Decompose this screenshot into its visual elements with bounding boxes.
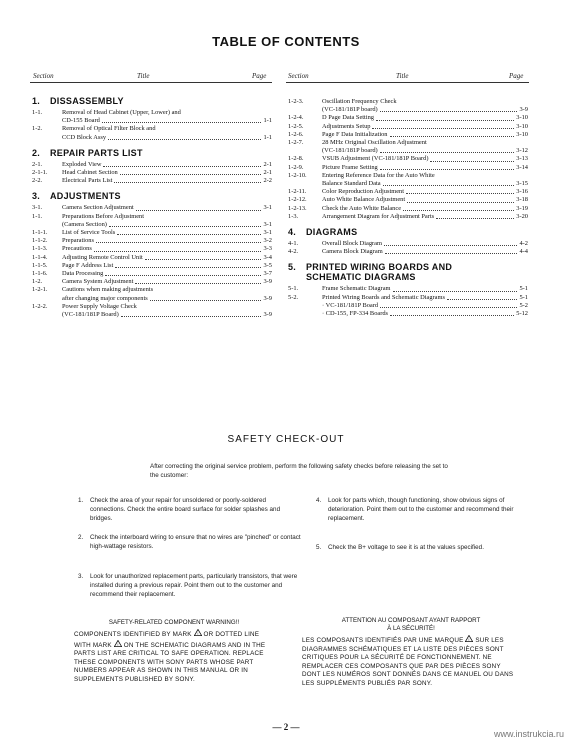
safety-item: 2. Check the interboard wiring to ensure that no wires are "pinched" or contact high-wattage resistors. xyxy=(78,534,301,550)
toc-entry xyxy=(32,254,272,262)
toc-entry-page: 3-12 xyxy=(516,147,528,155)
toc-dot-leader xyxy=(136,210,262,211)
toc-entry-page: 5-12 xyxy=(516,310,528,318)
safety-warning-icon xyxy=(465,635,473,646)
toc-entry-title: Printed Wiring Boards and Schematic Diagrams xyxy=(322,293,445,301)
toc-entry-number: 1-2-10. xyxy=(288,171,307,179)
toc-entry-number: 1-2-6. xyxy=(288,130,304,138)
watermark: www.instrukcia.ru xyxy=(493,729,564,739)
toc-entry xyxy=(32,278,272,286)
toc-entry-page: 3-1 xyxy=(263,229,272,237)
toc-dot-leader xyxy=(385,253,518,254)
toc-entry-number: 2-2. xyxy=(32,177,43,185)
safety-title: SAFETY CHECK-OUT xyxy=(227,434,345,445)
toc-entry xyxy=(288,172,528,180)
svg-text:!: ! xyxy=(468,637,471,642)
col-header-section-right: Section xyxy=(288,72,309,80)
toc-entry xyxy=(288,205,528,213)
toc-entry-title: Preparations Before Adjustment xyxy=(62,212,144,220)
toc-dot-leader xyxy=(105,275,261,276)
toc-entry-title: Entering Reference Data for the Auto White xyxy=(322,171,435,179)
toc-entry-title: Color Reproduction Adjustment xyxy=(322,188,405,196)
toc-dot-leader xyxy=(380,111,518,112)
toc-entry-title: Camera System Adjustment xyxy=(62,278,134,286)
col-header-page-right: Page xyxy=(509,72,524,80)
toc-entry-title: Adjusting Remote Control Unit xyxy=(62,253,143,261)
toc-entry-title: VSUB Adjustment (VC-181/181P Board) xyxy=(322,155,429,163)
toc-entry-page: 4-4 xyxy=(519,248,528,256)
toc-entry-page: 3-1 xyxy=(263,220,272,228)
toc-entry-number: 1-2-8. xyxy=(288,155,304,163)
toc-entry-number: 1-2-7. xyxy=(288,139,304,147)
toc-entry xyxy=(32,117,272,125)
safety-item: 3. Look for unauthorized replacement parts, particularly transistors, that were installed during a previous repair. Point them out to the customer and recommend their replacement. xyxy=(78,573,298,598)
toc-entry xyxy=(32,125,272,133)
toc-entry-number: 1-2-13. xyxy=(288,204,307,212)
toc-entry-number: 1-1-3. xyxy=(32,245,48,253)
toc-entry-title: CD-155 Board xyxy=(62,117,100,125)
col-header-title-right: Title xyxy=(396,72,409,80)
header-rule-right xyxy=(286,82,529,83)
toc-entry-page: 5-1 xyxy=(519,293,528,301)
toc-entry-page: 3-14 xyxy=(516,163,528,171)
toc-entry xyxy=(288,294,528,302)
toc-dot-leader xyxy=(145,259,262,260)
svg-text:!: ! xyxy=(117,641,119,647)
toc-section-heading-cont: SCHEMATIC DIAGRAMS xyxy=(306,272,416,283)
toc-entry xyxy=(288,164,528,172)
toc-entry xyxy=(288,180,528,188)
toc-entry-title: Arrangement Diagram for Adjustment Parts xyxy=(322,212,435,220)
toc-entry-number: 4-2. xyxy=(288,248,299,256)
toc-section-heading: 5. PRINTED WIRING BOARDS AND xyxy=(288,262,453,273)
toc-dot-leader xyxy=(121,316,262,317)
toc-entry-title: Check the Auto White Balance xyxy=(322,204,402,212)
toc-section-heading: 3. ADJUSTMENTS xyxy=(32,191,121,202)
warning-english-body: COMPONENTS IDENTIFIED BY MARK ! OR DOTTED LINE WITH MARK ! ON THE SCHEMATIC DIAGRAMS AND IN THE PARTS LIST ARE CRITICAL TO SAFE OPERATION. REPLACE THESE COMPONENTS WITH SONY PARTS WHOSE PART NUMBERS APPEAR AS SHOWN IN THIS MANUAL OR IN SUPPLEMENTS PUBLISHED BY SONY. xyxy=(74,631,266,683)
safety-item: 1. Check the area of your repair for unsoldered or poorly-soldered connections. Check the entire board surface for solder splashes and bridges. xyxy=(78,497,281,522)
toc-entry-number: 1-2-9. xyxy=(288,163,304,171)
toc-dot-leader xyxy=(115,267,261,268)
toc-entry-page: 3-9 xyxy=(263,311,272,319)
toc-entry xyxy=(32,221,272,229)
toc-entry xyxy=(288,98,528,106)
toc-entry-page: 3-5 xyxy=(263,261,272,269)
warning-french-body: LES COMPOSANTS IDENTIFIÉS PAR UNE MARQUE ! SUR LES DIAGRAMMES SCHÉMATIQUES ET LA LISTE DES PIÈCES SONT CRITIQUES POUR LA SÉCURITÉ DE FONCTIONNEMENT. NE REMPLACER CES COMPOSANTS QUE PAR DES PIÈCES SONY DONT LES NUMÉROS SONT DONNÉS DANS CE MANUEL OU DANS LES SUPPLÉMENTS PUBLIÉS PAR SONY. xyxy=(302,637,514,687)
toc-entry-title: Auto White Balance Adjustment xyxy=(322,196,406,204)
toc-entry xyxy=(288,285,528,293)
toc-dot-leader xyxy=(380,152,515,153)
toc-entry-number: 1-1. xyxy=(32,109,43,116)
toc-entry-number: 1-2-4. xyxy=(288,114,304,122)
toc-entry-number: 2-1. xyxy=(32,160,43,168)
toc-entry-title: Overall Block Diagram xyxy=(322,240,382,248)
toc-entry-number: 1-2-5. xyxy=(288,122,304,130)
toc-entry xyxy=(32,295,272,303)
toc-entry-title: Electrical Parts List xyxy=(62,177,113,185)
toc-entry-page: 3-3 xyxy=(263,245,272,253)
toc-entry xyxy=(32,213,272,221)
toc-entry-page: 5-1 xyxy=(519,285,528,293)
toc-entry-page: 3-10 xyxy=(516,114,528,122)
warning-french-title: ATTENTION AU COMPOSANT AYANT RAPPORT xyxy=(341,617,481,624)
toc-entry-page: 2-2 xyxy=(263,177,272,185)
safety-intro: After correcting the original service problem, perform the following safety checks before releasing the set to the customer: xyxy=(150,463,448,479)
page-title: TABLE OF CONTENTS xyxy=(212,34,360,49)
toc-section-heading: 4. DIAGRAMS xyxy=(288,227,358,238)
toc-entry-title: 28 MHz Original Oscillation Adjustment xyxy=(322,139,427,147)
warning-french-title2: À LA SÉCURITÉ! xyxy=(387,625,435,632)
toc-entry-page: 3-4 xyxy=(263,253,272,261)
toc-entry-number: 1-2-12. xyxy=(288,196,307,204)
toc-entry-page: 3-13 xyxy=(516,155,528,163)
toc-entry-title: Camera Block Diagram xyxy=(322,248,383,256)
toc-dot-leader xyxy=(103,166,261,167)
toc-entry xyxy=(288,310,528,318)
toc-entry-number: 1-1-6. xyxy=(32,270,48,278)
safety-warning-icon xyxy=(114,640,122,651)
toc-entry-page: 2-1 xyxy=(263,160,272,168)
toc-dot-leader xyxy=(109,226,262,227)
warning-english xyxy=(74,619,274,685)
toc-entry xyxy=(32,311,272,319)
toc-entry-number: 1-1-5. xyxy=(32,261,48,269)
toc-entry-page: 3-19 xyxy=(516,204,528,212)
toc-entry-page: 3-1 xyxy=(263,204,272,212)
toc-entry-page: 3-9 xyxy=(263,278,272,286)
toc-entry-number: 3-1. xyxy=(32,204,43,212)
safety-item: 4. Look for parts which, though functioning, show obvious signs of deterioration. Point them out to the customer and recommend their replacement. xyxy=(316,497,514,522)
toc-entry-title: (VC-181/181P Board) xyxy=(62,311,119,319)
toc-entry-title: Precautions xyxy=(62,245,92,253)
toc-entry xyxy=(288,147,528,155)
toc-dot-leader xyxy=(94,251,262,252)
toc-section-heading: 1. DISSASSEMBLY xyxy=(32,96,124,106)
toc-entry xyxy=(32,109,272,117)
toc-entry-page: 4-2 xyxy=(519,240,528,248)
toc-entry-number: 1-2-11. xyxy=(288,188,307,196)
toc-entry-title: after changing major components xyxy=(62,294,148,302)
toc-entry-title: Cautions when making adjustments xyxy=(62,286,154,294)
toc-entry-title: Removal of Head Cabinet (Upper, Lower) and xyxy=(62,109,181,116)
toc-entry-number: 1-2. xyxy=(32,125,43,133)
col-header-page-left: Page xyxy=(252,72,267,80)
toc-entry-page: 1-1 xyxy=(263,133,272,141)
toc-entry-number: 5-2. xyxy=(288,293,299,301)
toc-entry-page: 3-10 xyxy=(516,122,528,130)
toc-entry-page: 3-15 xyxy=(516,180,528,188)
toc-entry xyxy=(32,177,272,185)
toc-entry-title: Preparations xyxy=(62,237,94,245)
col-header-title-left: Title xyxy=(137,72,150,80)
toc-entry xyxy=(288,131,528,139)
toc-entry-number: 1-1-2. xyxy=(32,237,48,245)
toc-entry-number: 1-1. xyxy=(32,212,43,220)
svg-text:!: ! xyxy=(196,631,199,636)
toc-entry-title: (VC-181/181P board) xyxy=(322,106,378,114)
toc-entry xyxy=(288,196,528,204)
toc-entry-title: D Page Data Setting xyxy=(322,114,375,122)
toc-dot-leader xyxy=(114,182,261,183)
toc-entry-title: Removal of Optical Filter Block and xyxy=(62,125,156,133)
toc-section-heading: 2. REPAIR PARTS LIST xyxy=(32,147,143,158)
toc-entry-title: Picture Frame Setting xyxy=(322,163,378,171)
toc-entry-title: (VC-181/181P board) xyxy=(322,147,378,155)
toc-entry xyxy=(288,240,528,248)
toc-entry-number: 1-1-4. xyxy=(32,253,48,261)
toc-dot-leader xyxy=(102,122,262,123)
toc-entry-page: 1-1 xyxy=(263,117,272,125)
col-header-section-left: Section xyxy=(33,72,54,80)
toc-right-column xyxy=(288,98,528,318)
warning-french xyxy=(302,617,520,689)
toc-dot-leader xyxy=(390,136,515,137)
toc-entry-title: CCD Block Assy xyxy=(62,133,107,141)
toc-entry-page: 3-7 xyxy=(263,270,272,278)
toc-entry xyxy=(32,245,272,253)
toc-dot-leader xyxy=(150,300,262,301)
toc-entry-number: 2-1-1. xyxy=(32,169,48,177)
toc-dot-leader xyxy=(436,218,514,219)
toc-dot-leader xyxy=(403,210,514,211)
toc-entry-title: (Camera Section) xyxy=(62,220,107,228)
toc-entry-page: 3-10 xyxy=(516,130,528,138)
toc-entry xyxy=(288,213,528,221)
toc-dot-leader xyxy=(380,307,517,308)
toc-entry-page: 2-1 xyxy=(263,169,272,177)
toc-dot-leader xyxy=(383,185,515,186)
toc-entry-title: · CD-155, FP-334 Boards xyxy=(322,310,389,318)
toc-entry xyxy=(32,270,272,278)
toc-entry xyxy=(32,169,272,177)
toc-entry-number: 4-1. xyxy=(288,240,299,248)
toc-dot-leader xyxy=(380,169,515,170)
toc-dot-leader xyxy=(390,315,514,316)
toc-entry xyxy=(32,204,272,212)
toc-left-column xyxy=(32,96,272,319)
page-number: — 2 — xyxy=(272,722,300,732)
toc-entry-number: 1-2-3. xyxy=(288,98,304,105)
toc-entry-number: 5-1. xyxy=(288,285,299,293)
toc-entry-title: Camera Section Adjustment xyxy=(62,204,134,212)
toc-entry xyxy=(32,161,272,169)
toc-entry xyxy=(288,114,528,122)
toc-dot-leader xyxy=(96,242,262,243)
header-rule-left xyxy=(30,82,272,83)
toc-dot-leader xyxy=(120,174,262,175)
toc-entry-number: 1-2. xyxy=(32,278,43,286)
toc-dot-leader xyxy=(117,234,261,235)
toc-entry xyxy=(32,286,272,294)
toc-entry-title: Adjustments Setup xyxy=(322,122,371,130)
toc-entry-page: 3-20 xyxy=(516,212,528,220)
toc-dot-leader xyxy=(407,202,514,203)
toc-entry-number: 1-1-1. xyxy=(32,229,48,237)
toc-dot-leader xyxy=(393,291,518,292)
toc-entry xyxy=(288,188,528,196)
toc-entry xyxy=(288,106,528,114)
toc-dot-leader xyxy=(135,283,261,284)
toc-entry-title: Data Processing xyxy=(62,270,104,278)
toc-entry xyxy=(288,155,528,163)
toc-entry-title: Exploded View xyxy=(62,160,102,168)
toc-entry xyxy=(288,123,528,131)
toc-entry-page: 3-9 xyxy=(263,294,272,302)
toc-entry-number: 1-2-1. xyxy=(32,286,48,294)
toc-entry-page: 3-16 xyxy=(516,188,528,196)
toc-entry xyxy=(32,303,272,311)
toc-entry-title: Power Supply Voltage Check xyxy=(62,302,137,310)
toc-entry-title: Head Cabinet Section xyxy=(62,169,118,177)
toc-entry-page: 3-18 xyxy=(516,196,528,204)
toc-entry-page: 3-9 xyxy=(519,106,528,114)
safety-warning-icon xyxy=(194,629,202,640)
toc-entry xyxy=(32,262,272,270)
toc-entry xyxy=(32,237,272,245)
toc-entry xyxy=(288,302,528,310)
safety-item: 5. Check the B+ voltage to see it is at the values specified. xyxy=(316,544,484,551)
toc-dot-leader xyxy=(447,299,517,300)
toc-entry-number: 1-2-2. xyxy=(32,302,48,310)
warning-english-title: SAFETY-RELATED COMPONENT WARNING!! xyxy=(108,619,240,626)
toc-entry xyxy=(288,139,528,147)
toc-entry-title: List of Service Tools xyxy=(62,229,116,237)
toc-entry-title: Page F Data Initialization xyxy=(322,130,388,138)
toc-entry-title: Page F Address List xyxy=(62,261,114,269)
toc-entry-title: Balance Standard Data xyxy=(322,180,381,188)
toc-entry-title: Oscillation Frequency Check xyxy=(322,98,397,105)
toc-entry xyxy=(32,134,272,142)
toc-dot-leader xyxy=(376,120,514,121)
toc-dot-leader xyxy=(108,139,261,140)
toc-dot-leader xyxy=(430,161,514,162)
toc-entry-title: · VC-181/181P Board xyxy=(322,301,379,309)
toc-entry-page: 5-2 xyxy=(519,301,528,309)
toc-entry xyxy=(32,229,272,237)
toc-entry xyxy=(288,248,528,256)
toc-dot-leader xyxy=(384,245,517,246)
toc-entry-title: Frame Schematic Diagram xyxy=(322,285,391,293)
toc-entry-number: 1-3. xyxy=(288,212,299,220)
toc-dot-leader xyxy=(372,128,514,129)
toc-entry-page: 3-2 xyxy=(263,237,272,245)
toc-dot-leader xyxy=(406,193,514,194)
